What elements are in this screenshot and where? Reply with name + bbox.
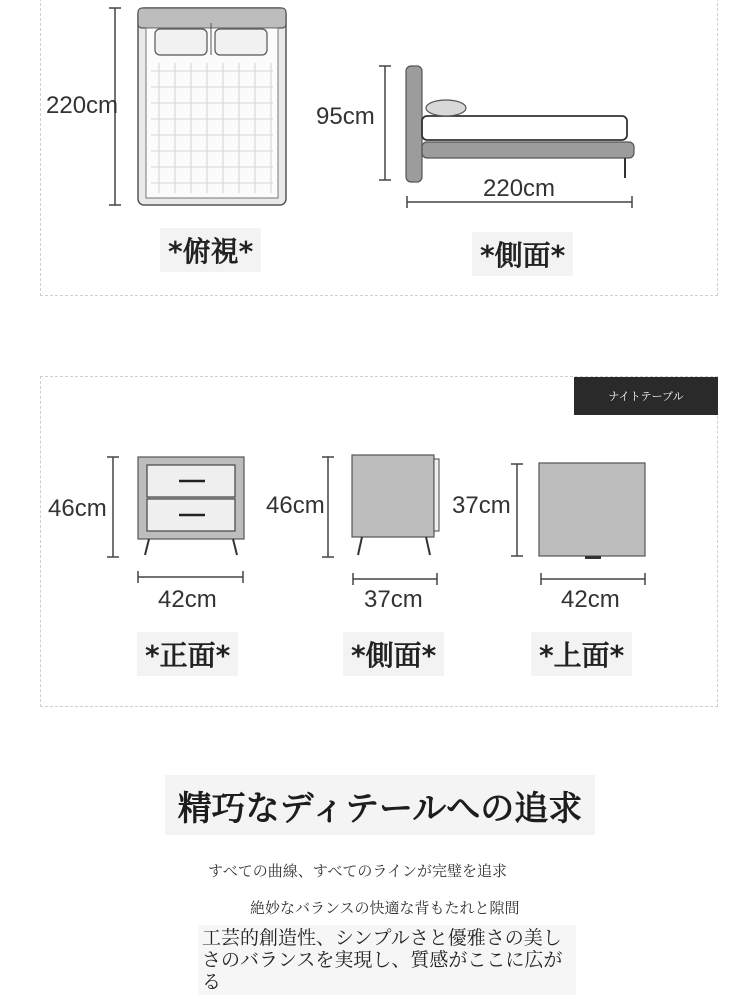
- nightstand-side-height-label: 46cm: [266, 492, 325, 519]
- nightstand-front-caption: *正面*: [137, 632, 238, 676]
- nightstand-front-height-label: 46cm: [48, 495, 107, 522]
- nightstand-top-width-label: 42cm: [561, 586, 620, 613]
- nightstand-top-caption: *上面*: [531, 632, 632, 676]
- nightstand-top-drawing: [505, 460, 655, 595]
- nightstand-side-width-label: 37cm: [364, 586, 423, 613]
- detail-paragraph: 工芸的創造性、シンプルさと優雅さの美しさのバランスを実現し、質感がここに広がる: [198, 925, 576, 995]
- bed-length-label: 220cm: [46, 92, 119, 119]
- bed-side-view-caption: *側面*: [472, 232, 573, 276]
- nightstand-side-caption: *側面*: [343, 632, 444, 676]
- bed-height-label: 95cm: [316, 103, 375, 130]
- nightstand-front-width-label: 42cm: [158, 586, 217, 613]
- detail-heading: 精巧なディテールへの追求: [165, 775, 595, 835]
- detail-line-1: すべての曲線、すべてのラインが完璧を追求: [208, 862, 507, 880]
- bed-side-length-label: 220cm: [483, 175, 556, 202]
- detail-line-2: 絶妙なバランスの快適な背もたれと隙間: [250, 899, 520, 917]
- bed-top-view-drawing: [105, 5, 295, 210]
- nightstand-tag: ナイトテーブル: [574, 377, 718, 415]
- nightstand-side-drawing: [320, 455, 450, 590]
- bed-top-view-caption: *俯視*: [160, 228, 261, 272]
- nightstand-front-drawing: [105, 455, 250, 590]
- nightstand-top-depth-label: 37cm: [452, 492, 511, 519]
